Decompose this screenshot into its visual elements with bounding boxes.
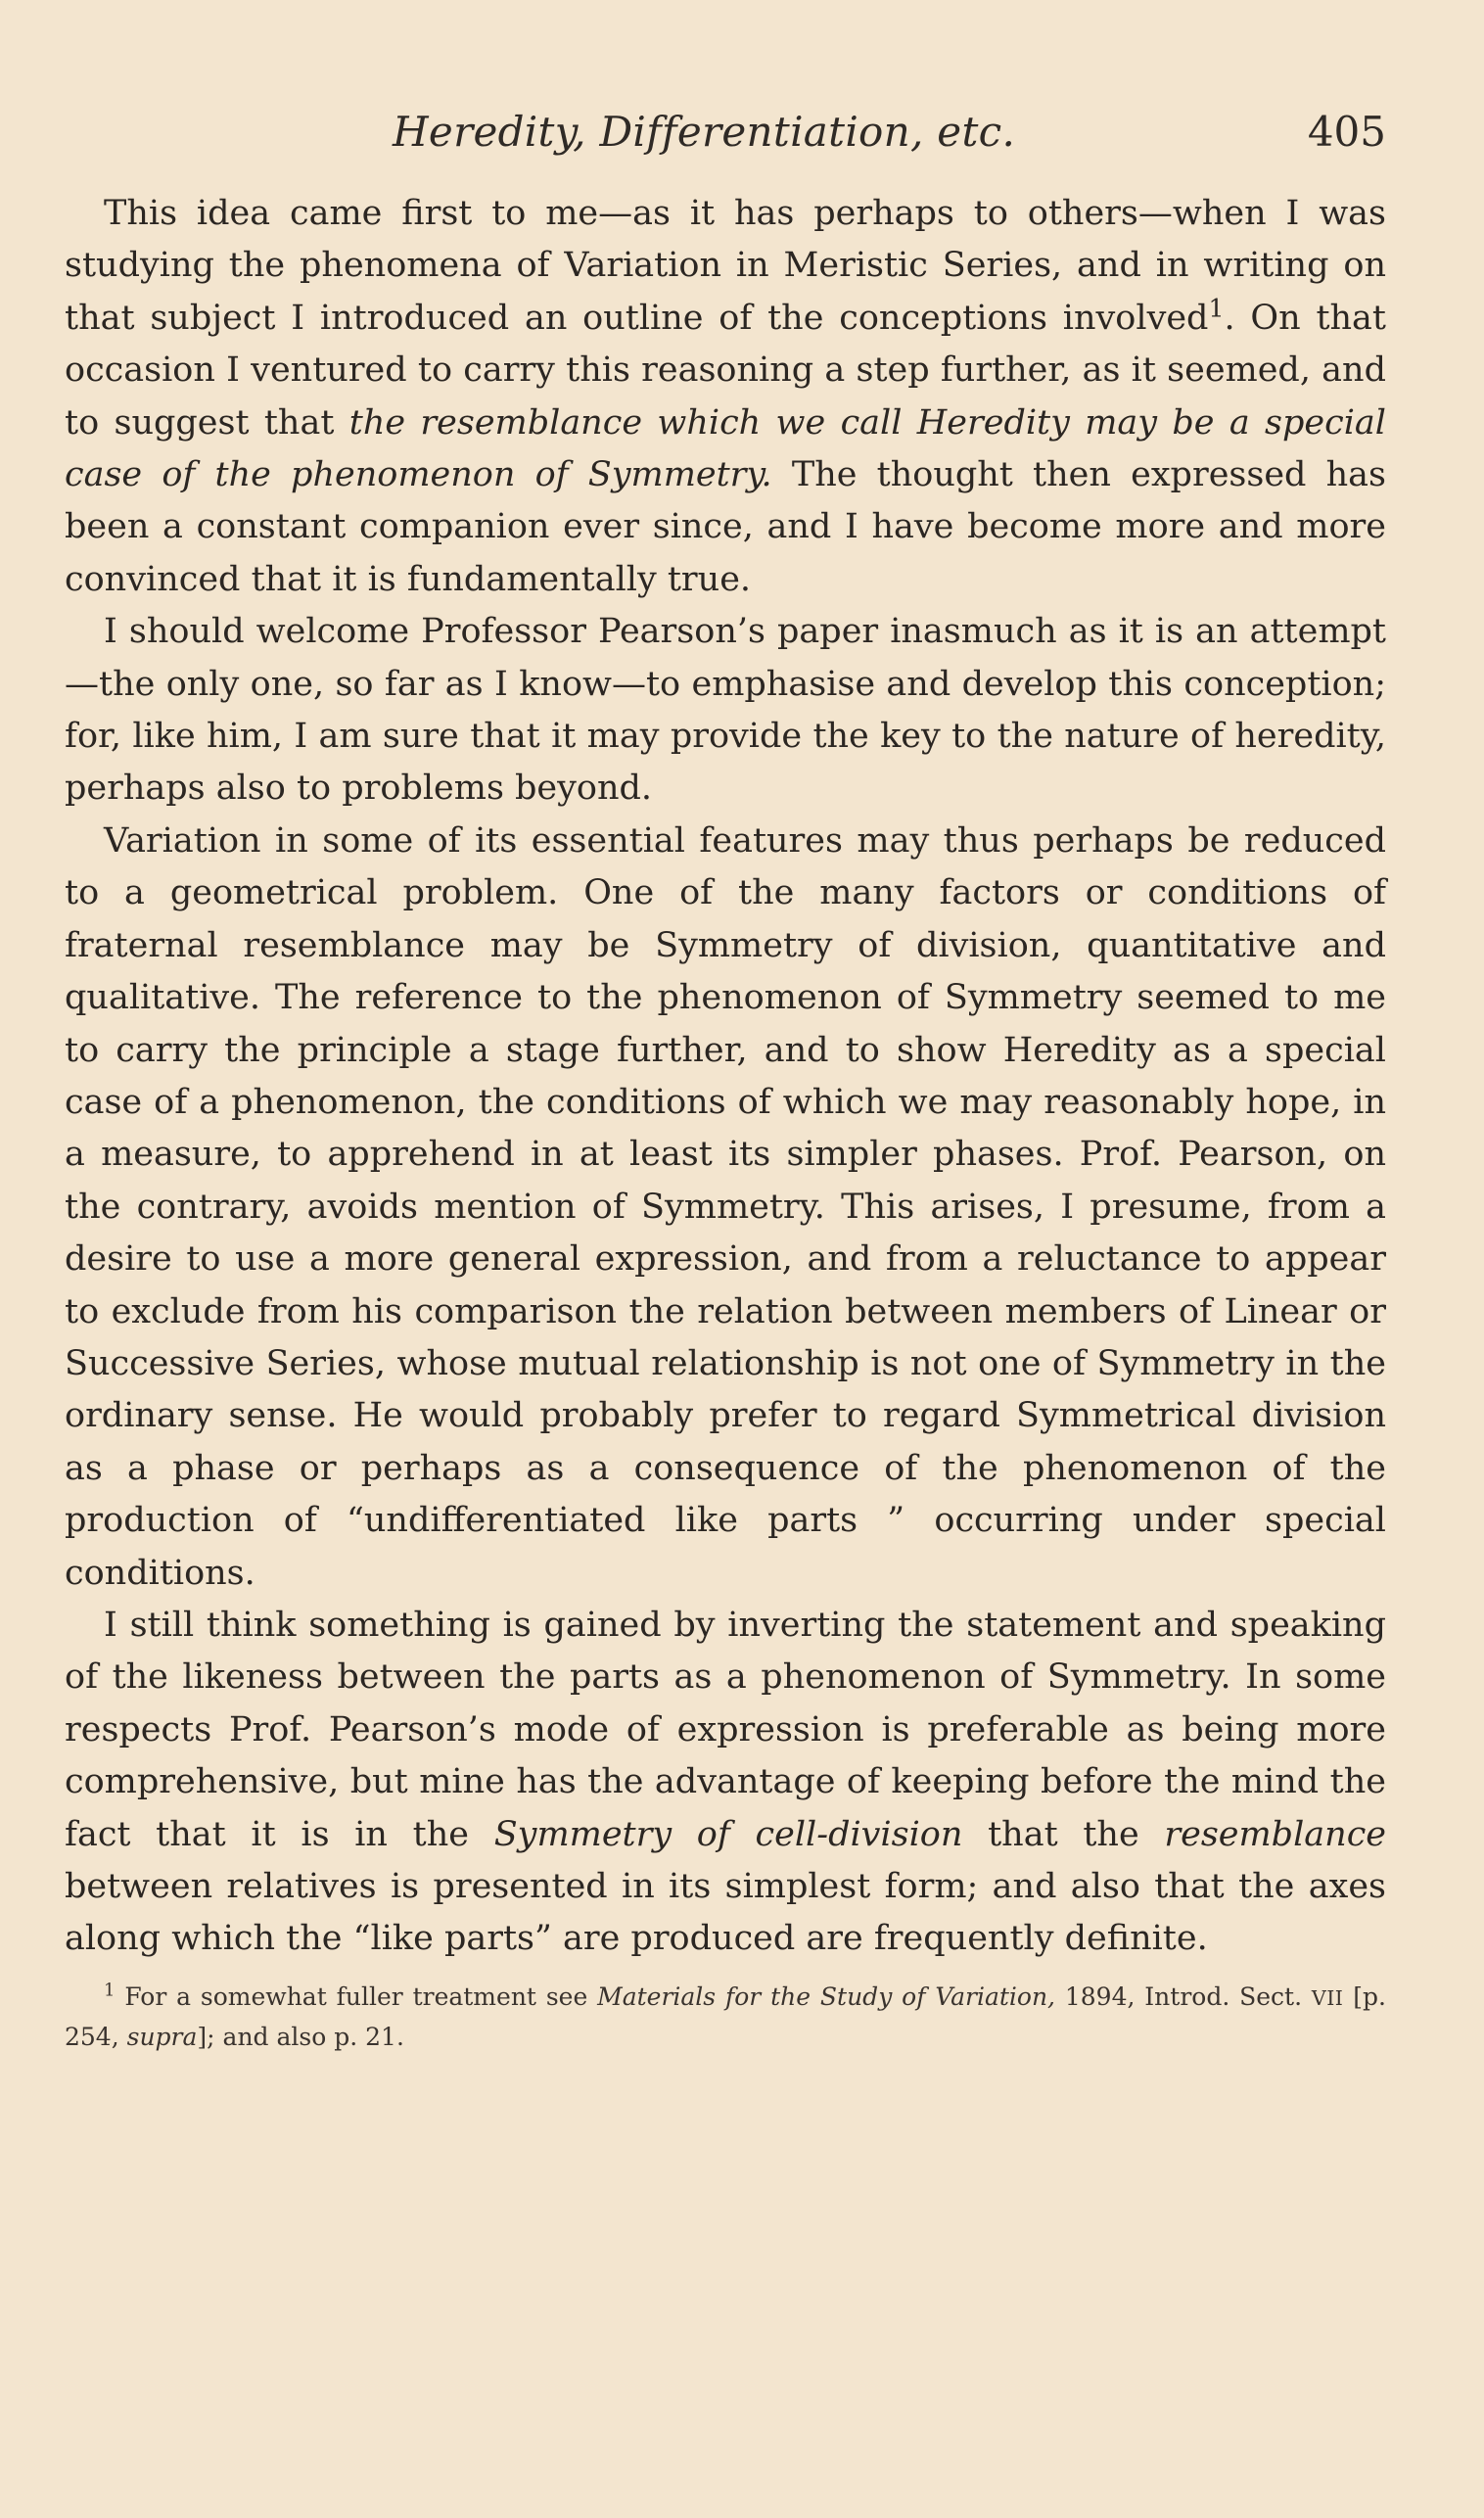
- footnote-marker: 1: [104, 1980, 116, 2001]
- running-title: Heredity, Differentiation, etc.: [393, 108, 1016, 156]
- paragraph-4-text-c: between relatives is presented in its simplest form; and also that the axes along which the “like parts” are produced are frequently definite.: [65, 1867, 1386, 1959]
- paragraph-4-text-a: I still think something is gained by inverting the statement and speaking of the likeness between the parts as a phenomenon of Symmetry. In some respects Prof. Pearson’s mode of expression is preferable as being more comprehensive, but mine has the advantage of keeping before the mind the fact that it is in the: [65, 1605, 1386, 1854]
- footnote-text-c: [p. 254,: [65, 1982, 1386, 2051]
- footnote-italic-supra: supra: [126, 2022, 198, 2051]
- body-text: [65, 188, 1386, 2057]
- footnote-text-d: ]; and also p. 21.: [197, 2022, 404, 2051]
- paragraph-4-italic-2: resemblance: [1164, 1814, 1387, 1854]
- footnote-text-b: 1894, Introd. Sect.: [1055, 1982, 1312, 2011]
- paragraph-3: Variation in some of its essential features may thus perhaps be reduced to a geometrical problem. One of the many factors or conditions of fraternal resemblance may be Symmetry of division, quantitative and qualitative. The reference to the phenomenon of Symmetry seemed to me to carry the principle a stage further, and to show Heredity as a special case of a phenomenon, the conditions of which we may reasonably hope, in a measure, to apprehend in at least its simpler phases. Prof. Pearson, on the contrary, avoids mention of Symmetry. This arises, I presume, from a desire to use a more general expression, and from a reluctance to appear to exclude from his comparison the relation between members of Linear or Successive Series, whose mutual relationship is not one of Symmetry in the ordinary sense. He would probably prefer to regard Symmetrical division as a phase or perhaps as a consequence of the phenomenon of the production of “undifferentiated like parts ” occurring under special conditions.: [65, 820, 1386, 1593]
- footnote-reference: 1: [1208, 294, 1225, 323]
- paragraph-4-italic-1: Symmetry of cell-division: [493, 1814, 963, 1854]
- footnote-italic-title: Materials for the Study of Variation,: [597, 1982, 1055, 2011]
- page-header: [65, 108, 1386, 166]
- paragraph-1: [65, 188, 1386, 606]
- paragraph-4: [65, 1600, 1386, 1966]
- page-number: 405: [1307, 108, 1386, 156]
- paragraph-1-italic: the resemblance which we call Heredity may be a special case of the phenomenon of Symmetry.: [65, 402, 1386, 495]
- paragraph-1-text-c: The thought then expressed has been a constant companion ever since, and I have become more and more convinced that it is fundamentally true.: [65, 455, 1387, 599]
- footnote-text-a: For a somewhat fuller treatment see: [115, 1982, 598, 2011]
- footnote-section-number: VII: [1311, 1985, 1344, 2010]
- footnote: [65, 1978, 1386, 2057]
- paragraph-2: I should welcome Professor Pearson’s paper inasmuch as it is an attempt—the only one, so far as I know—to emphasise and develop this conception; for, like him, I am sure that it may provide the key to the nature of heredity, perhaps also to problems beyond.: [65, 612, 1386, 809]
- paragraph-1-text-b: . On that occasion I ventured to carry this reasoning a step further, as it seemed, and to suggest that: [65, 298, 1386, 443]
- paragraph-4-text-b: that the: [962, 1814, 1165, 1854]
- paragraph-1-text-a: This idea came first to me—as it has perhaps to others—when I was studying the phenomena of Variation in Meristic Series, and in writing on that subject I introduced an outline of the conceptions involved: [65, 194, 1386, 338]
